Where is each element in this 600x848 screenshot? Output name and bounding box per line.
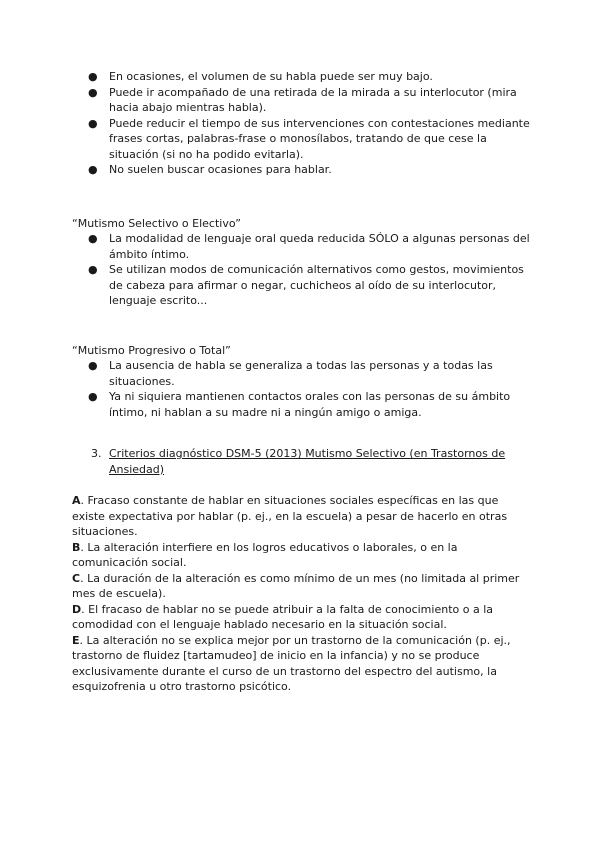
- bullet-icon: ●: [88, 232, 98, 245]
- list-item: ● Ya ni siquiera mantienen contactos orales con las personas de su ámbito íntimo, ni hablan a su madre ni a ningún amigo o amiga.: [88, 390, 511, 419]
- bullet-icon: ●: [88, 359, 98, 372]
- list-item: ● Puede ir acompañado de una retirada de la mirada a su interlocutor (mira hacia abajo mientras habla).: [88, 85, 517, 114]
- document-page: [72, 69, 532, 695]
- bullet-icon: ●: [88, 70, 98, 83]
- list-item: ● No suelen buscar ocasiones para hablar.: [88, 163, 332, 176]
- criterion-d: D. El fracaso de hablar no se puede atribuir a la falta de conocimiento o a la comodidad con el lenguaje hablado necesario en la situación social.: [72, 602, 493, 631]
- criterion-b: B. La alteración interfiere en los logros educativos o laborales, o en la comunicación social.: [72, 540, 458, 569]
- bullet-icon: ●: [88, 116, 98, 130]
- criterion-c: C. La duración de la alteración es como mínimo de un mes (no limitada al primer mes de escuela).: [72, 571, 520, 600]
- symptom-list: [72, 69, 532, 178]
- list-item: ● La ausencia de habla se generaliza a todas las personas y a todas las situaciones.: [88, 359, 493, 388]
- bullet-icon: ●: [88, 263, 98, 276]
- bullet-icon: ●: [88, 390, 98, 403]
- criteria-list: [72, 493, 532, 695]
- progresivo-heading: “Mutismo Progresivo o Total”: [72, 343, 231, 357]
- criterion-e: E. La alteración no se explica mejor por un trastorno de la comunicación (p. ej., trastorno de fluidez [tartamudeo] de inicio en la infancia) y no se produce exclusivamente durante el curso de un trastorno del espectro del autismo, la esquizofrenia u otro trastorno psicótico.: [72, 633, 511, 693]
- selectivo-list: [72, 231, 532, 309]
- list-item: ● Se utilizan modos de comunicación alternativos como gestos, movimientos de cabeza para afirmar o negar, cuchicheos al oído de su interlocutor, lenguaje escrito...: [88, 263, 524, 307]
- list-item: ● En ocasiones, el volumen de su habla puede ser muy bajo.: [88, 70, 433, 83]
- section-number: 3.: [91, 447, 102, 460]
- bullet-icon: ●: [88, 85, 98, 99]
- bullet-icon: ●: [88, 163, 98, 176]
- criterion-a: A. Fracaso constante de hablar en situaciones sociales específicas en las que existe expectativa por hablar (p. ej., en la escuela) a pesar de hacerlo en otras situaciones.: [72, 494, 508, 538]
- criteria-heading: [72, 446, 532, 477]
- selectivo-heading: “Mutismo Selectivo o Electivo”: [72, 216, 241, 230]
- criteria-title: Criterios diagnóstico DSM-5 (2013) Mutismo Selectivo (en Trastornos de Ansiedad): [109, 447, 506, 476]
- list-item: ● Puede reducir el tiempo de sus intervenciones con contestaciones mediante frases cortas, palabras-frase o monosílabos, tratando de que cese la situación (si no ha podido evitarla).: [88, 116, 530, 161]
- list-item: ● La modalidad de lenguaje oral queda reducida SÓLO a algunas personas del ámbito íntimo.: [88, 232, 530, 261]
- progresivo-list: [72, 358, 532, 420]
